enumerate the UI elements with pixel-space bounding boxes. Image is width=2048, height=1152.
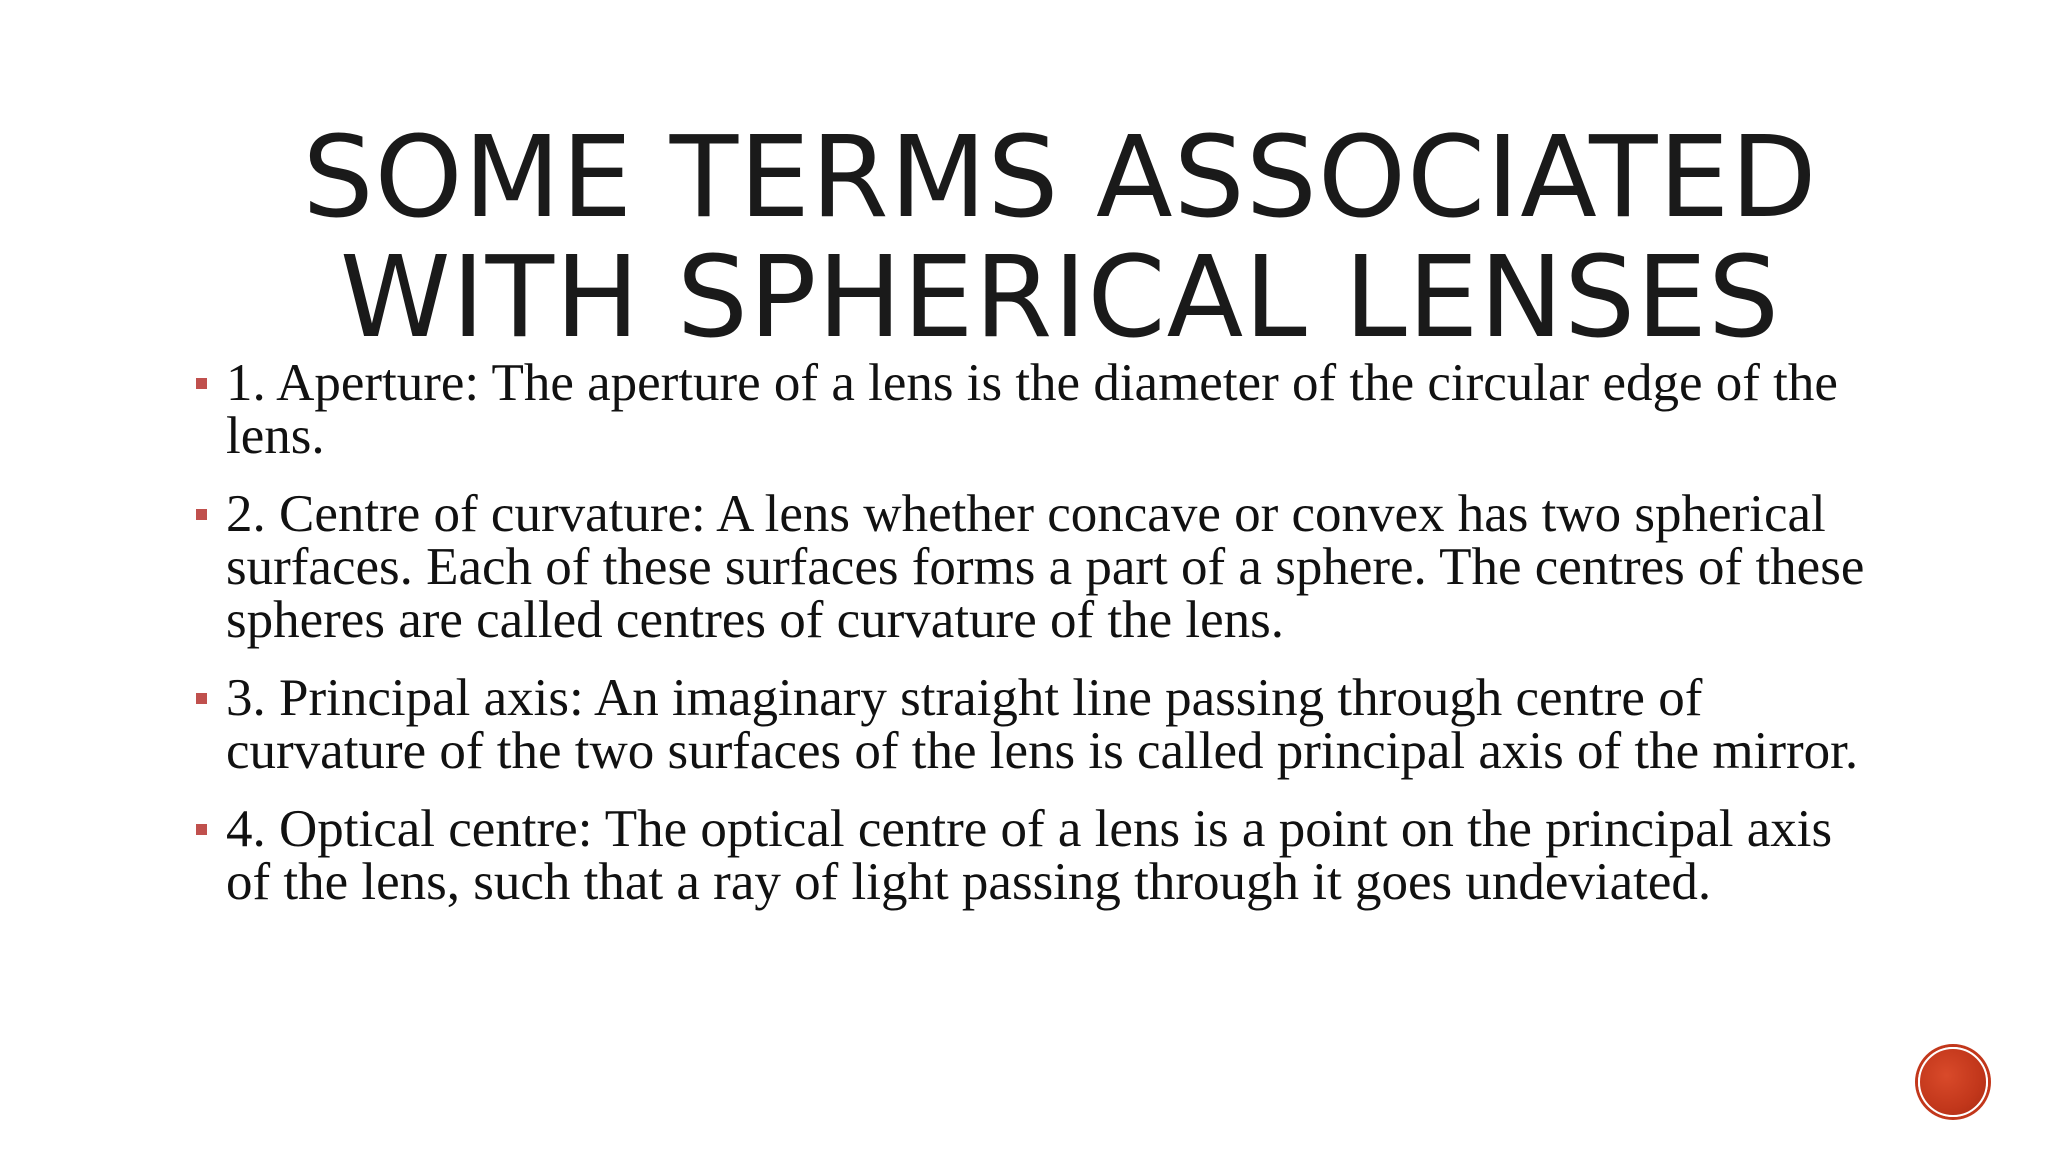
circle-nav-icon[interactable]: [1918, 1047, 1988, 1117]
bullet-text: 3. Principal axis: An imaginary straight line passing through centre of curvature of the two surfaces of the lens is called principal axis of the mirror.: [226, 669, 1859, 780]
square-bullet-icon: [196, 693, 207, 704]
bullet-item-principal-axis: [196, 669, 1876, 780]
bullet-list: [196, 354, 1876, 934]
square-bullet-icon: [196, 824, 207, 835]
square-bullet-icon: [196, 509, 207, 520]
square-bullet-icon: [196, 378, 207, 389]
title-line-1: SOME TERMS ASSOCIATED: [302, 113, 1818, 243]
bullet-item-optical-centre: [196, 800, 1876, 911]
bullet-item-aperture: [196, 354, 1876, 465]
bullet-item-centre-of-curvature: [196, 485, 1876, 649]
bullet-text: 1. Aperture: The aperture of a lens is the diameter of the circular edge of the lens.: [226, 354, 1838, 465]
bullet-text: 4. Optical centre: The optical centre of a lens is a point on the principal axis of the lens, such that a ray of light passing through it goes undeviated.: [226, 800, 1833, 911]
bullet-text: 2. Centre of curvature: A lens whether concave or convex has two spherical surfaces. Each of these surfaces forms a part of a sphere. The centres of these spheres are called centres of curvature of the lens.: [226, 485, 1865, 649]
slide-title: [280, 113, 1840, 363]
title-line-2: WITH SPHERICAL LENSES: [339, 233, 1781, 363]
